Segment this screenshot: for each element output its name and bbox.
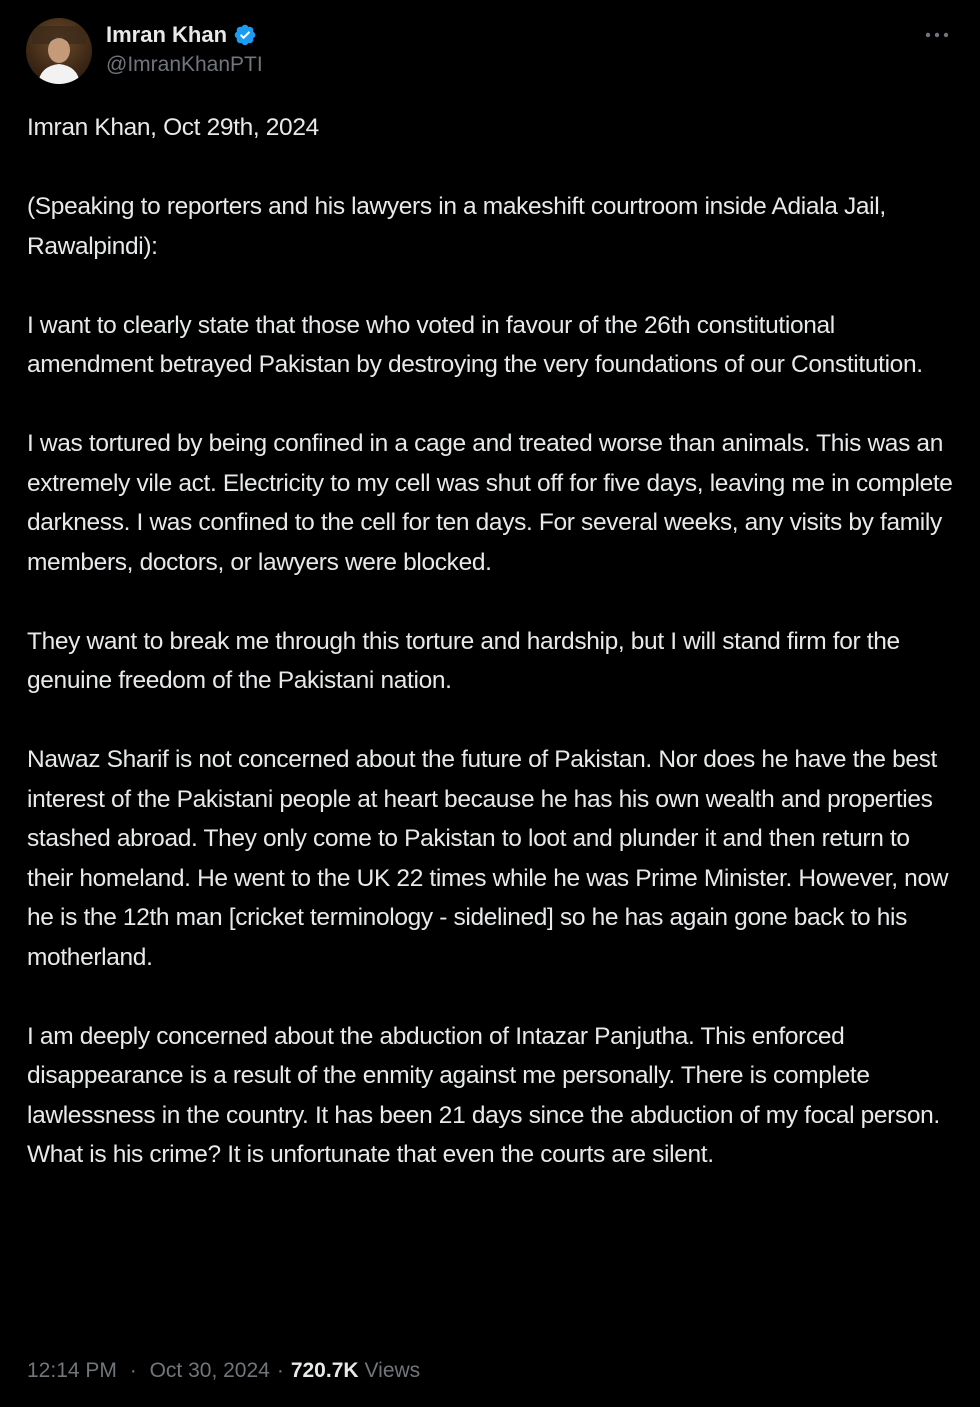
views-count: 720.7K <box>290 1359 359 1382</box>
profile-photo-icon <box>26 18 92 84</box>
tweet-paragraph: I was tortured by being confined in a cage and treated worse than animals. This was an extremely vile act. Electricity to my cell was shut off for five days, leaving me in complete darkness. I was confined to the cell for ten days. For several weeks, any visits by family members, doctors, or lawyers were blocked. <box>27 430 960 576</box>
tweet-paragraph: Nawaz Sharif is not concerned about the future of Pakistan. Nor does he have the best interest of the Pakistani people at heart because he has his own wealth and properties stashed abroad. They only come to Pakistan to loot and plunder it and then return to their homeland. He went to the UK 22 times while he was Prime Minister. However, now he is the 12th man [cricket terminology - sidelined] so he has again gone back to his motherland. <box>27 746 955 971</box>
avatar[interactable] <box>26 18 92 84</box>
views-label: Views <box>364 1359 421 1382</box>
more-horizontal-icon <box>925 31 949 39</box>
meta-separator: · <box>129 1359 137 1382</box>
tweet-paragraph: I am deeply concerned about the abduction of Intazar Panjutha. This enforced disappearance is a result of the enmity against me personally. There is complete lawlessness in the country. It has been 21 days since the abduction of my focal person. What is his crime? It is unfortunate that even the courts are silent. <box>27 1022 947 1168</box>
handle[interactable]: @ImranKhanPTI <box>106 53 263 76</box>
verified-badge-icon[interactable] <box>233 23 257 47</box>
tweet-meta <box>27 1359 420 1383</box>
tweet-paragraph: They want to break me through this torture and hardship, but I will stand firm for the genuine freedom of the Pakistani nation. <box>27 627 907 694</box>
tweet-paragraph: (Speaking to reporters and his lawyers in a makeshift courtroom inside Adiala Jail, Rawalpindi): <box>27 193 893 260</box>
tweet-timestamp-link[interactable] <box>27 1359 270 1383</box>
author-names <box>106 20 263 77</box>
tweet-date: Oct 30, 2024 <box>149 1359 270 1382</box>
more-options-button[interactable] <box>920 22 954 48</box>
tweet-paragraph: Imran Khan, Oct 29th, 2024 <box>27 114 319 141</box>
tweet-paragraph: I want to clearly state that those who voted in favour of the 26th constitutional amendment betrayed Pakistan by destroying the very foundations of our Constitution. <box>27 311 923 378</box>
display-name[interactable]: Imran Khan <box>106 22 228 47</box>
tweet-text <box>27 108 962 1175</box>
display-name-row <box>106 20 263 50</box>
tweet-header <box>26 16 956 88</box>
meta-separator: · <box>276 1359 284 1382</box>
tweet-time: 12:14 PM <box>27 1359 117 1382</box>
